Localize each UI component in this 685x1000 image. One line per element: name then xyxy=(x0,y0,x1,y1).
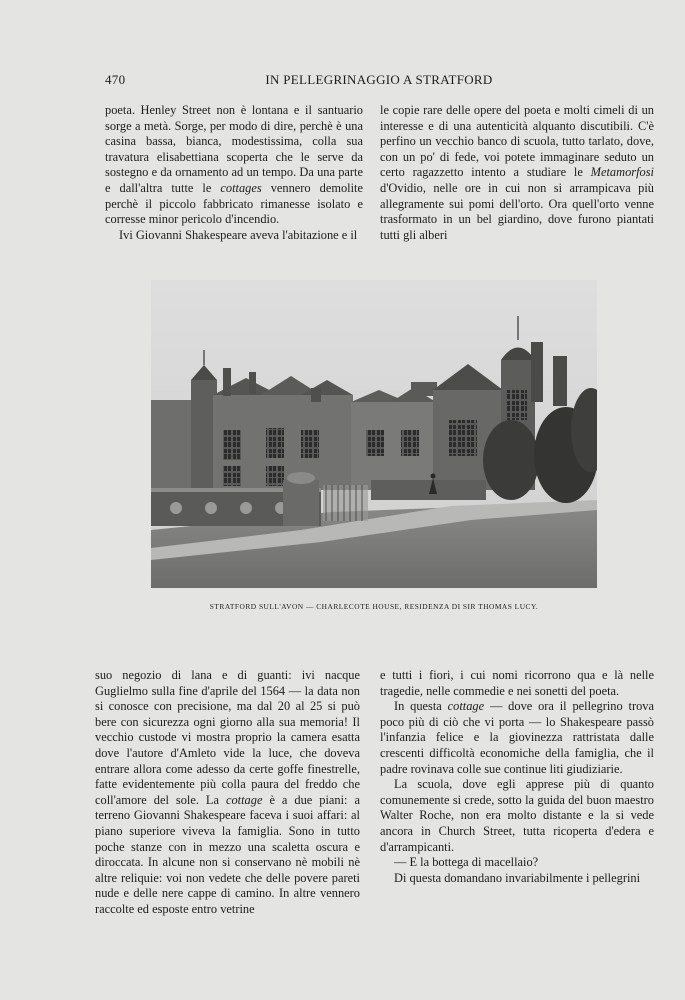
running-header xyxy=(105,72,653,90)
top-left-column xyxy=(105,103,363,243)
italic-term: cottages xyxy=(220,180,262,195)
italic-term: cottage xyxy=(225,792,263,807)
photograph-illustration xyxy=(151,280,597,588)
bottom-left-column xyxy=(95,668,360,918)
top-right-column xyxy=(380,103,654,243)
paragraph: suo negozio di lana e di guanti: ivi nacque Guglielmo sulla fine d'aprile del 1564 — la data non si conosce con precisione, ma dal 20 al 25 si può bere con sicurezza ogni giorno alla sua memoria! Il vecchio custode vi mostra proprio la camera esatta dove l'autore d'Amleto vide la luce, che doveva entrare allora come adesso da certe goffe finestrelle, fatte evidentemente più colla paura del freddo che coll'amore del sole. La cottage è a due piani: a terreno Giovanni Shakespeare faceva i suoi affari: al piano superiore viveva la famiglia. Sono in tutto poche stanze con in mezzo una scaletta oscura e diroccata. In alcune non si conservano nè mobili nè altre reliquie: voi non vedete che delle povere pareti nude e delle nere cappe di camino. In altre vennero raccolte ed esposte entro vetrine xyxy=(95,668,360,916)
paragraph: le copie rare delle opere del poeta e molti cimeli di un interesse e di una autenticità alquanto discutibili. C'è perfino un vecchio banco di scuola, tutto tarlato, dove, con un po' di fede, voi potete immaginare seduto un certo ragazzetto intento a studiare le Metamorfosi d'Ovidio, nelle ore in cui non si arrampicava più allegramente sui pomi dell'orto. Ora quell'orto venne trasformato in un bel giardino, dove furono piantati tutti gli alberi xyxy=(380,103,654,242)
paragraph: Ivi Giovanni Shakespeare aveva l'abitazione e il xyxy=(119,227,358,242)
italic-term: cottage xyxy=(447,699,485,714)
charlecote-house-photograph xyxy=(151,280,597,588)
running-title: IN PELLEGRINAGGIO A STRATFORD xyxy=(265,72,493,87)
paragraph: poeta. Henley Street non è lontana e il santuario sorge a metà. Sorge, per modo di dire, perchè è una casina bassa, bianca, modestissima, colla sua travatura elisabettiana scoperta che le serve da sostegno e da ornamento ad un tempo. Da una parte e dall'altra tutte le cottages vennero demolite perchè il piccolo fabbricato rimanesse isolato e corresse minor pericolo d'incendio. xyxy=(105,103,363,227)
paragraph: La scuola, dove egli apprese più di quanto comunemente si crede, sotto la guida del buon maestro Walter Roche, non era molto distante e la si vede ancora in Church Street, tutta ricoperta d'edera e d'arrampicanti. xyxy=(380,777,654,854)
paragraph: — E la bottega di macellaio? xyxy=(394,855,539,870)
paragraph: In questa cottage — dove ora il pellegrino trova poco più di ciò che vi porta — lo Shakespeare passò l'infanzia felice e la giovinezza rattristata dalle crescenti difficoltà economiche della famiglia, che il padre rovinava colle sue continue liti giudiziarie. xyxy=(380,699,654,776)
paragraph: Di questa domandano invariabilmente i pellegrini xyxy=(394,870,641,885)
bottom-right-column xyxy=(380,668,654,886)
italic-term: Metamorfosi xyxy=(590,165,654,180)
page-number: 470 xyxy=(105,72,126,87)
photo-caption: STRATFORD SULL'AVON — CHARLECOTE HOUSE, RESIDENZA DI SIR THOMAS LUCY. xyxy=(209,602,539,611)
paragraph: e tutti i fiori, i cui nomi ricorrono qua e là nelle tragedie, nelle commedie e nei sonetti del poeta. xyxy=(380,668,654,698)
